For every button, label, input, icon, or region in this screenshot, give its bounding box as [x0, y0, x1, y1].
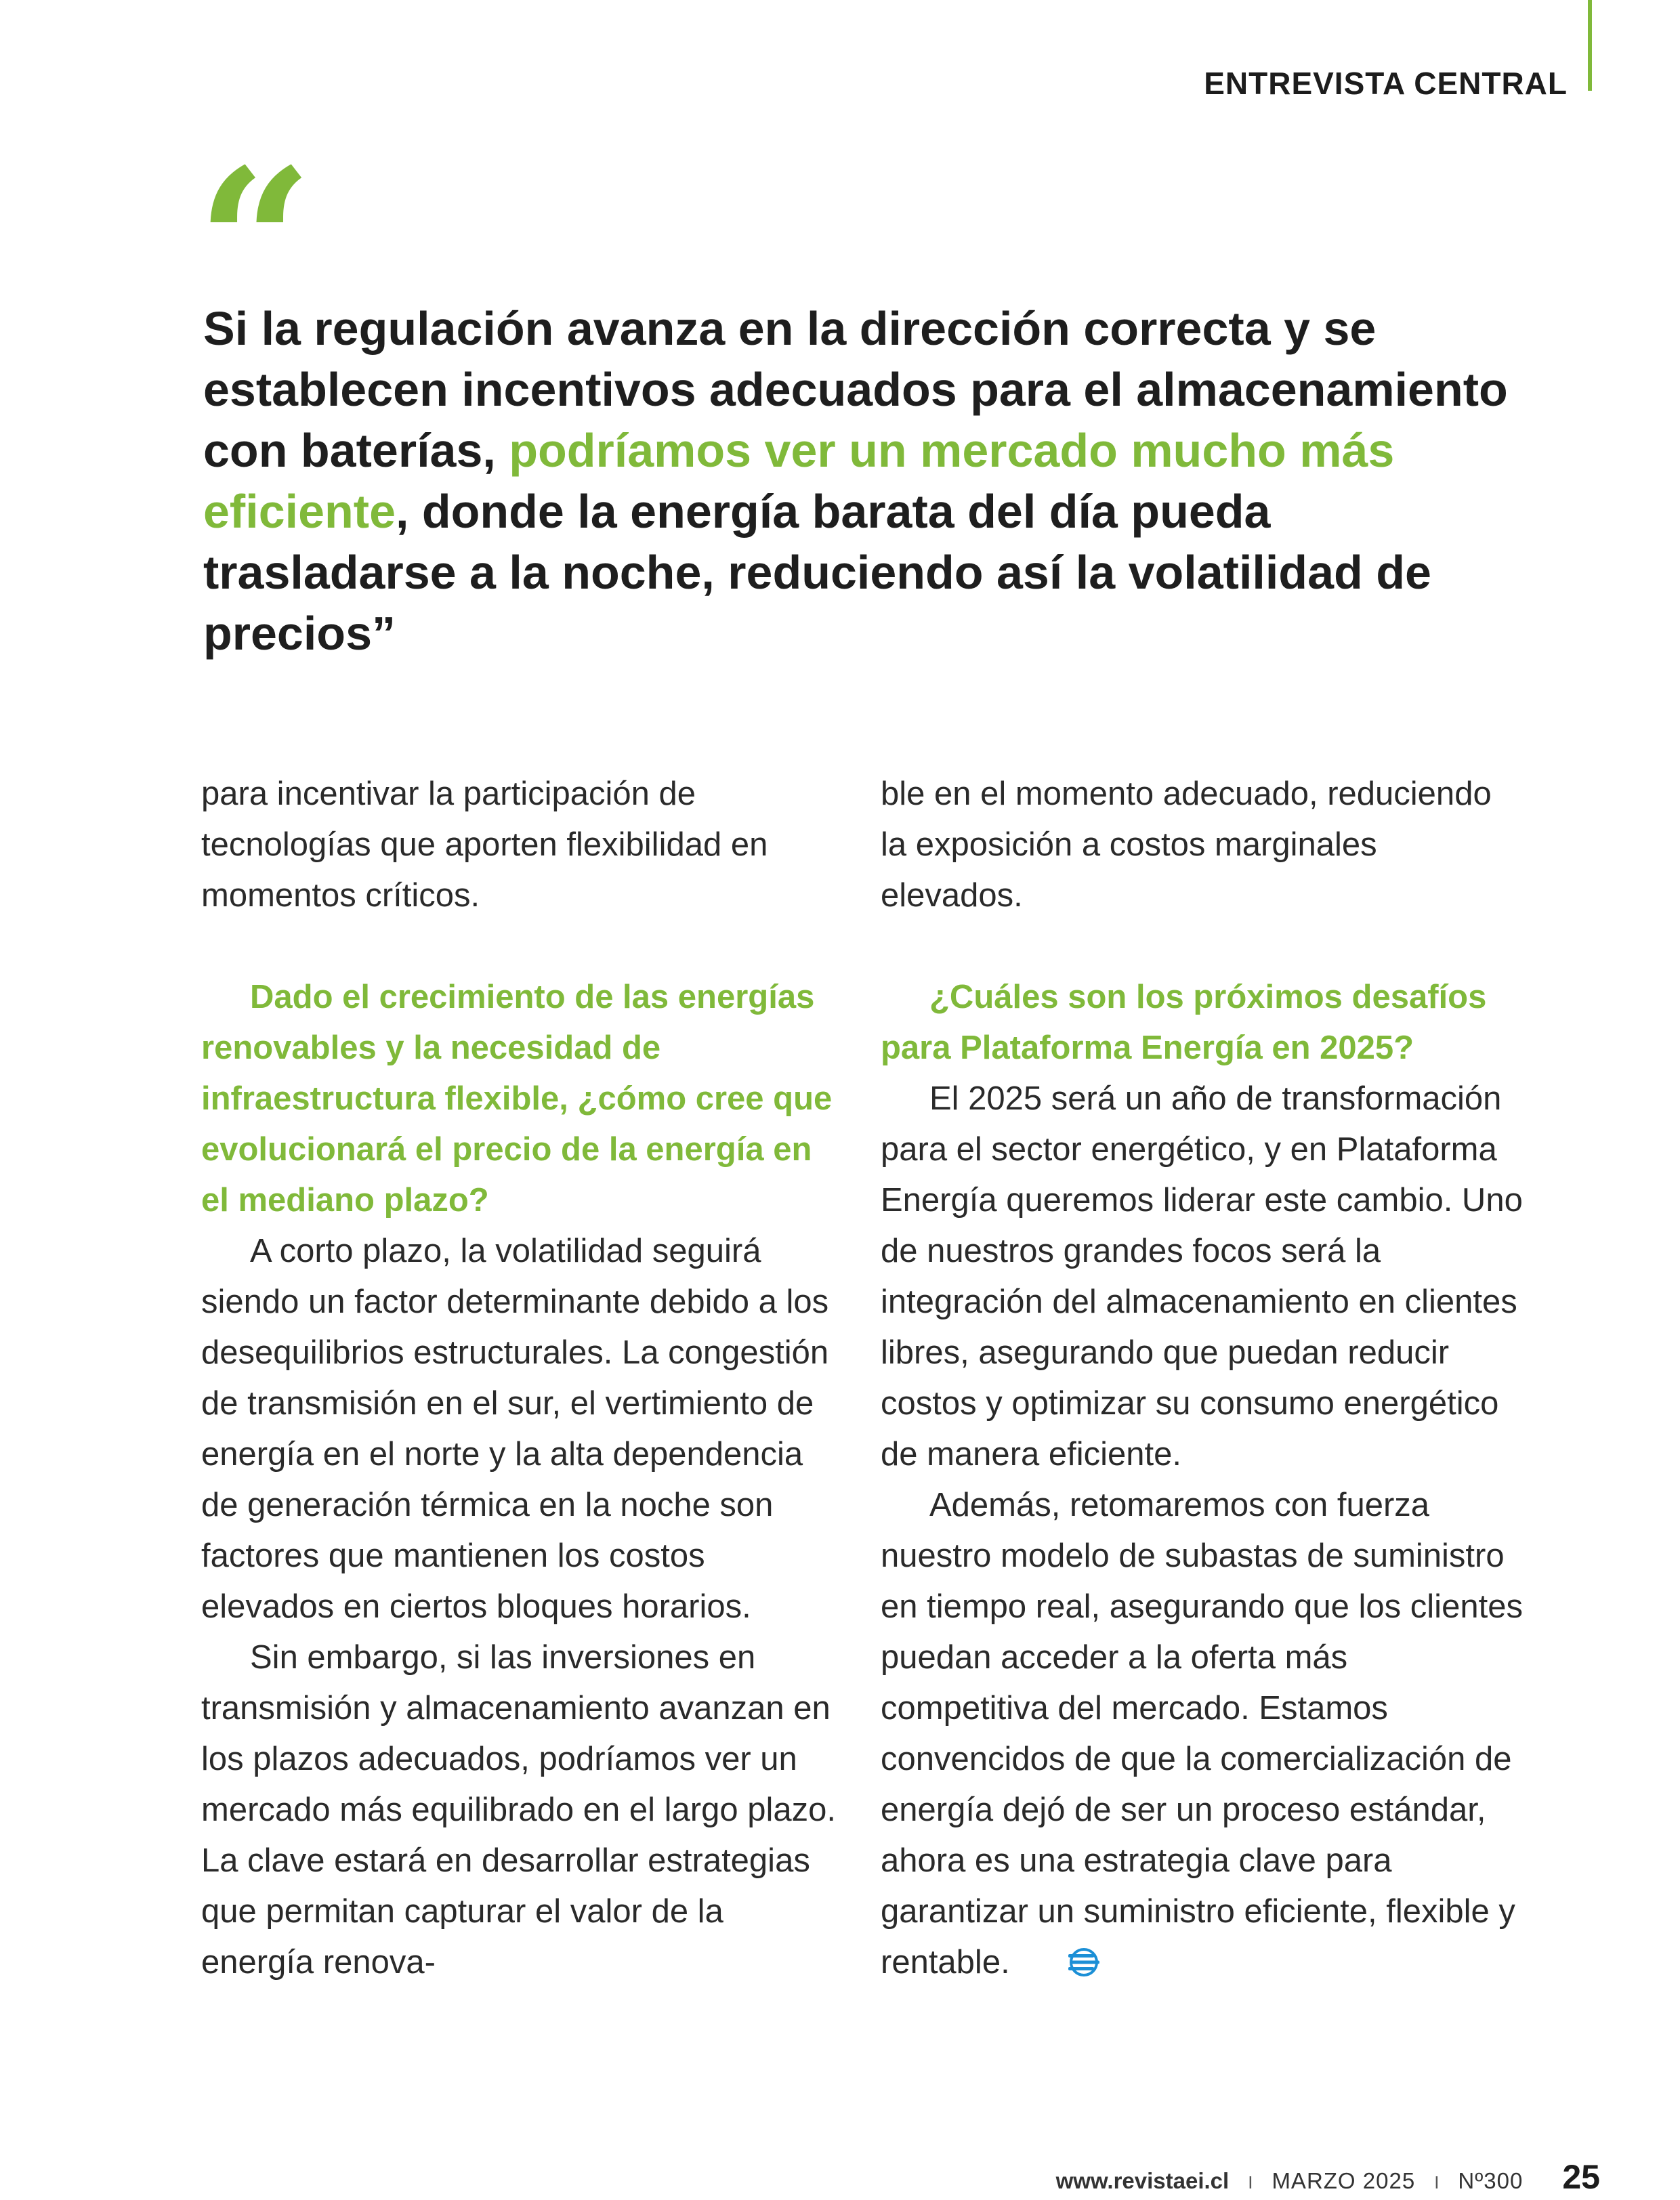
- right-intro: ble en el momento adecuado, reduciendo la exposición a costos marginales elevados.: [881, 776, 1492, 914]
- footer-separator: I: [1434, 2172, 1440, 2193]
- spacer: [881, 921, 1524, 972]
- issue-date: MARZO 2025: [1272, 2168, 1416, 2193]
- answer-paragraph: [881, 1480, 1524, 1992]
- interview-question: ¿Cuáles son los próximos desafíos para Plataforma Energía en 2025?: [881, 979, 1487, 1066]
- answer-paragraph: Sin embargo, si las inversiones en transmisión y almacenamiento avanzan en los plazos adecuados, podríamos ver un mercado más equilibrado en el largo plazo. La clave estará en desarrollar estrategias que permitan capturar el valor de la energía renova-: [201, 1639, 836, 1981]
- pull-quote-text: Si la regulación avanza en la dirección correcta y se establecen incentivos adecuados para el almacenamiento con baterías,: [203, 302, 1508, 477]
- footer-separator: I: [1248, 2172, 1253, 2193]
- answer-paragraph: A corto plazo, la volatilidad seguirá siendo un factor determinante debido a los desequilibrios estructurales. La congestión de transmisión en el sur, el vertimiento de energía en el norte y la alta dependencia de generación térmica en la noche son factores que mantienen los costos elevados en ciertos bloques horarios.: [201, 1233, 829, 1625]
- interview-question: Dado el crecimiento de las energías renovables y la necesidad de infraestructura flexible, ¿cómo cree que evolucionará el precio de la energía en el mediano plazo?: [201, 979, 833, 1219]
- left-intro: para incentivar la participación de tecnologías que aporten flexibilidad en momentos críticos.: [201, 776, 768, 914]
- page-number: 25: [1562, 2158, 1600, 2196]
- spacer: [201, 921, 845, 972]
- accent-rule: [1588, 0, 1592, 91]
- quote-mark: “: [196, 124, 314, 363]
- right-column: [881, 769, 1524, 1992]
- answer-paragraph: El 2025 será un año de transformación para el sector energético, y en Plataforma Energía queremos liderar este cambio. Uno de nuestros grandes focos será la integración del almacenamiento en clientes libres, asegurando que puedan reducir costos y optimizar su consumo energético de manera eficiente.: [881, 1080, 1523, 1473]
- pull-quote: [203, 298, 1531, 664]
- section-title: ENTREVISTA CENTRAL: [1204, 66, 1568, 101]
- pull-quote-highlight: podríamos ver un mercado mucho más eficiente: [203, 424, 1395, 538]
- answer-paragraph-text: Además, retomaremos con fuerza nuestro modelo de subastas de suministro en tiempo real, asegurando que los clientes puedan acceder a la oferta más competitiva del mercado. Estamos convencidos de que la comercialización de energía dejó de ser un proceso estándar, ahora es una estrategia clave para garantizar un suministro eficiente, flexible y rentable.: [881, 1487, 1523, 1981]
- magazine-logo-icon: [1018, 1941, 1101, 1992]
- pull-quote-text-end: , donde la energía barata del día pueda trasladarse a la noche, reduciendo así la volatilidad de precios”: [203, 485, 1431, 660]
- issue-number: Nº300: [1458, 2168, 1524, 2193]
- website-link[interactable]: www.revistaei.cl: [1055, 2168, 1230, 2193]
- page-footer: [1056, 2157, 1600, 2197]
- left-column: [201, 769, 845, 1988]
